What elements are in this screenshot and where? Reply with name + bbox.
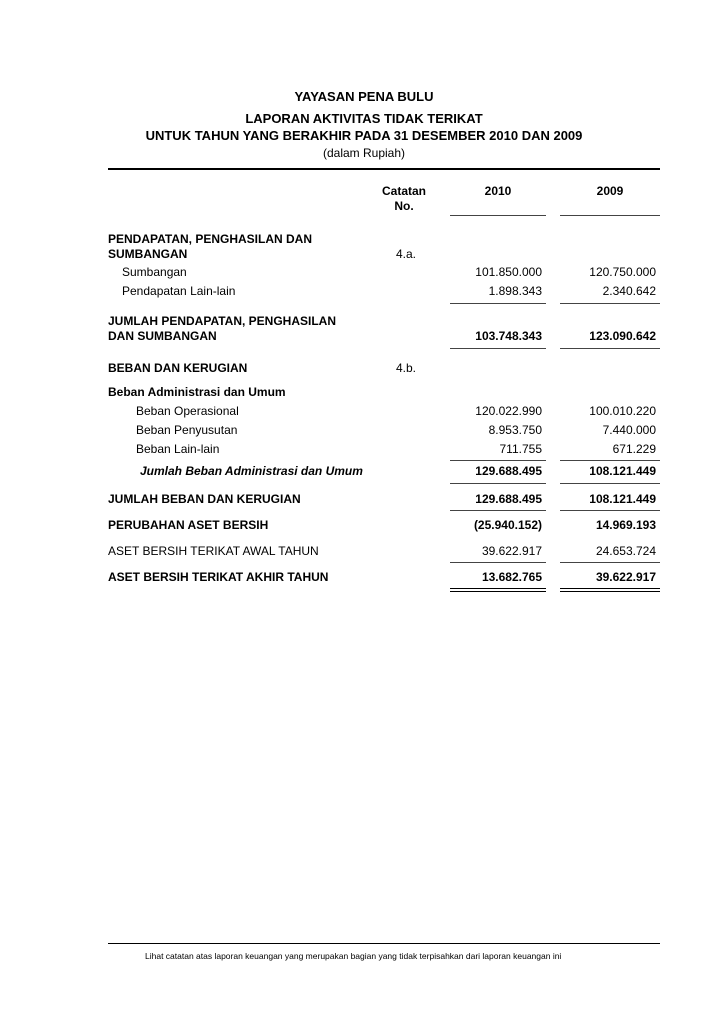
total-income-rule-2009 <box>560 348 660 349</box>
column-rule-2010 <box>450 215 546 216</box>
value-pendapatan-lain-2009: 2.340.642 <box>602 284 656 298</box>
income-heading-line1: PENDAPATAN, PENGHASILAN DAN <box>108 232 313 246</box>
value-total-expense-2009: 108.121.449 <box>589 492 656 506</box>
value-opening-2009: 24.653.724 <box>595 544 656 558</box>
total-income-label-line1: JUMLAH PENDAPATAN, PENGHASILAN <box>108 314 337 328</box>
income-note: 4.a. <box>396 247 417 261</box>
row-label-beban-lain: Beban Lain-lain <box>136 442 220 456</box>
opening-rule-2010 <box>450 562 546 563</box>
value-total-income-2009: 123.090.642 <box>589 329 656 343</box>
footer-note: Lihat catatan atas laporan keuangan yang merupakan bagian yang tidak terpisahkan dari laporan keuangan ini <box>145 951 562 961</box>
total-expense-rule-2010 <box>450 510 546 511</box>
row-label-beban-penyusutan: Beban Penyusutan <box>136 423 238 437</box>
report-title: LAPORAN AKTIVITAS TIDAK TERIKAT <box>245 111 483 126</box>
admin-subtotal-rule-2010 <box>450 460 546 461</box>
value-total-income-2010: 103.748.343 <box>475 329 542 343</box>
value-beban-penyusutan-2010: 8.953.750 <box>488 423 542 437</box>
value-sumbangan-2009: 120.750.000 <box>589 265 656 279</box>
value-closing-2009: 39.622.917 <box>595 570 656 584</box>
value-admin-total-2010: 129.688.495 <box>475 464 542 478</box>
column-header-2010: 2010 <box>484 184 512 198</box>
organization-name: YAYASAN PENA BULU <box>294 89 434 104</box>
total-income-rule-2010 <box>450 348 546 349</box>
column-header-2009: 2009 <box>596 184 624 198</box>
value-change-2010: (25.940.152) <box>473 518 542 532</box>
expense-heading: BEBAN DAN KERUGIAN <box>108 361 248 375</box>
value-beban-operasional-2009: 100.010.220 <box>589 404 656 418</box>
row-label-sumbangan: Sumbangan <box>122 265 187 279</box>
value-beban-penyusutan-2009: 7.440.000 <box>602 423 656 437</box>
column-header-note: Catatan No. <box>381 184 426 213</box>
total-income-label-line2: DAN SUMBANGAN <box>108 329 217 343</box>
header-rule <box>108 168 660 170</box>
admin-subtotal-rule-2009 <box>560 460 660 461</box>
report-period: UNTUK TAHUN YANG BERAKHIR PADA 31 DESEMBER 2010 DAN 2009 <box>145 128 583 143</box>
row-label-total-expense: JUMLAH BEBAN DAN KERUGIAN <box>108 492 301 506</box>
income-heading-line2: SUMBANGAN <box>108 247 188 261</box>
column-rule-2009 <box>560 215 660 216</box>
row-label-closing: ASET BERSIH TERIKAT AKHIR TAHUN <box>108 570 329 584</box>
row-label-beban-operasional: Beban Operasional <box>136 404 239 418</box>
total-expense-rule-2009 <box>560 510 660 511</box>
value-admin-total-2009: 108.121.449 <box>589 464 656 478</box>
admin-expense-heading: Beban Administrasi dan Umum <box>108 385 286 399</box>
closing-double-rule-bottom-2009 <box>560 591 660 592</box>
admin-total-rule-2010 <box>450 483 546 484</box>
value-closing-2010: 13.682.765 <box>481 570 542 584</box>
closing-double-rule-top-2010 <box>450 588 546 589</box>
admin-total-rule-2009 <box>560 483 660 484</box>
closing-double-rule-top-2009 <box>560 588 660 589</box>
value-beban-lain-2010: 711.755 <box>499 442 542 456</box>
closing-double-rule-bottom-2010 <box>450 591 546 592</box>
subtotal-rule-2009 <box>560 303 660 304</box>
opening-rule-2009 <box>560 562 660 563</box>
row-label-pendapatan-lain: Pendapatan Lain-lain <box>122 284 236 298</box>
footer-rule <box>108 943 660 944</box>
value-total-expense-2010: 129.688.495 <box>475 492 542 506</box>
row-label-admin-total: Jumlah Beban Administrasi dan Umum <box>140 464 363 478</box>
value-beban-lain-2009: 671.229 <box>612 442 656 456</box>
value-change-2009: 14.969.193 <box>595 518 656 532</box>
currency-unit: (dalam Rupiah) <box>322 146 406 160</box>
value-beban-operasional-2010: 120.022.990 <box>475 404 542 418</box>
expense-note: 4.b. <box>396 361 417 375</box>
value-sumbangan-2010: 101.850.000 <box>475 265 542 279</box>
row-label-opening: ASET BERSIH TERIKAT AWAL TAHUN <box>108 544 319 558</box>
value-opening-2010: 39.622.917 <box>481 544 542 558</box>
subtotal-rule-2010 <box>450 303 546 304</box>
value-pendapatan-lain-2010: 1.898.343 <box>488 284 542 298</box>
row-label-change: PERUBAHAN ASET BERSIH <box>108 518 269 532</box>
